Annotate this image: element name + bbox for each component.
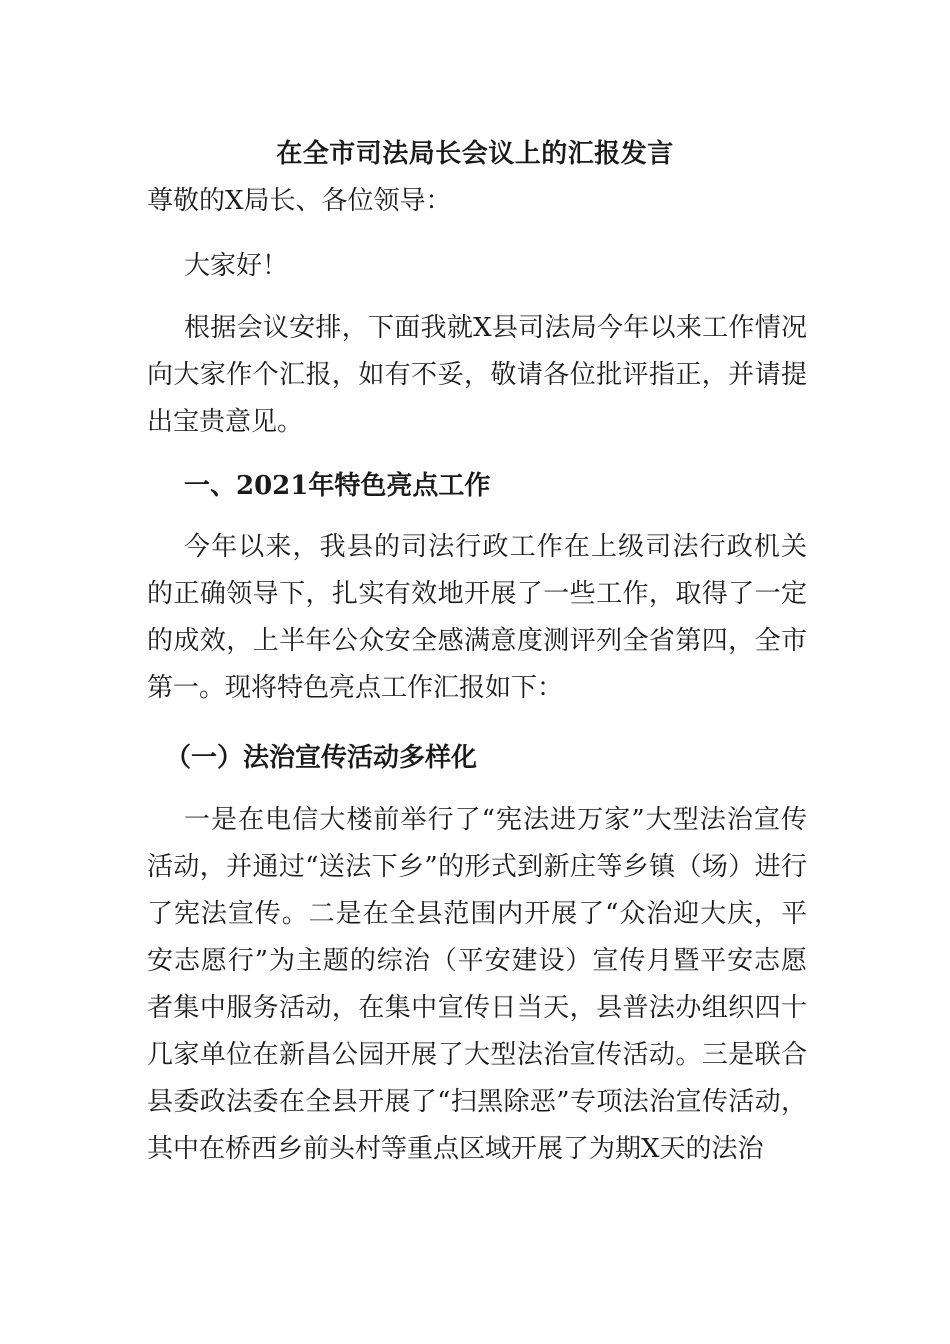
salutation: 尊敬的X局长、各位领导： bbox=[147, 186, 452, 216]
section-paragraph: 今年以来，我县的司法行政工作在上级司法行政机关的正确领导下，扎实有效地开展了一些工作，取得了一定的成效，上半年公众安全感满意度测评列全省第四，全市第一。现将特色亮点工作汇报如下： bbox=[147, 532, 807, 703]
intro-paragraph: 根据会议安排，下面我就X县司法局今年以来工作情况向大家作个汇报，如有不妥，敬请各位批评指正，并请提出宝贵意见。 bbox=[147, 313, 807, 437]
subsection-paragraph: 一是在电信大楼前举行了“宪法进万家”大型法治宣传活动，并通过“送法下乡”的形式到新庄等乡镇（场）进行了宪法宣传。二是在全县范围内开展了“众治迎大庆，平安志愿行”为主题的综治（平安建设）宣传月暨平安志愿者集中服务活动，在集中宣传日当天，县普法办组织四十几家单位在新昌公园开展了大型法治宣传活动。三是联合县委政法委在全县开展了“扫黑除恶”专项法治宣传活动，其中在桥西乡前头村等重点区域开展了为期X天的法治 bbox=[147, 805, 807, 1164]
section-heading: 一、2021年特色亮点工作 bbox=[184, 471, 491, 501]
subsection-heading: （一）法治宣传活动多样化 bbox=[165, 743, 478, 773]
document-title: 在全市司法局长会议上的汇报发言 bbox=[276, 139, 674, 169]
greeting: 大家好！ bbox=[184, 251, 289, 281]
